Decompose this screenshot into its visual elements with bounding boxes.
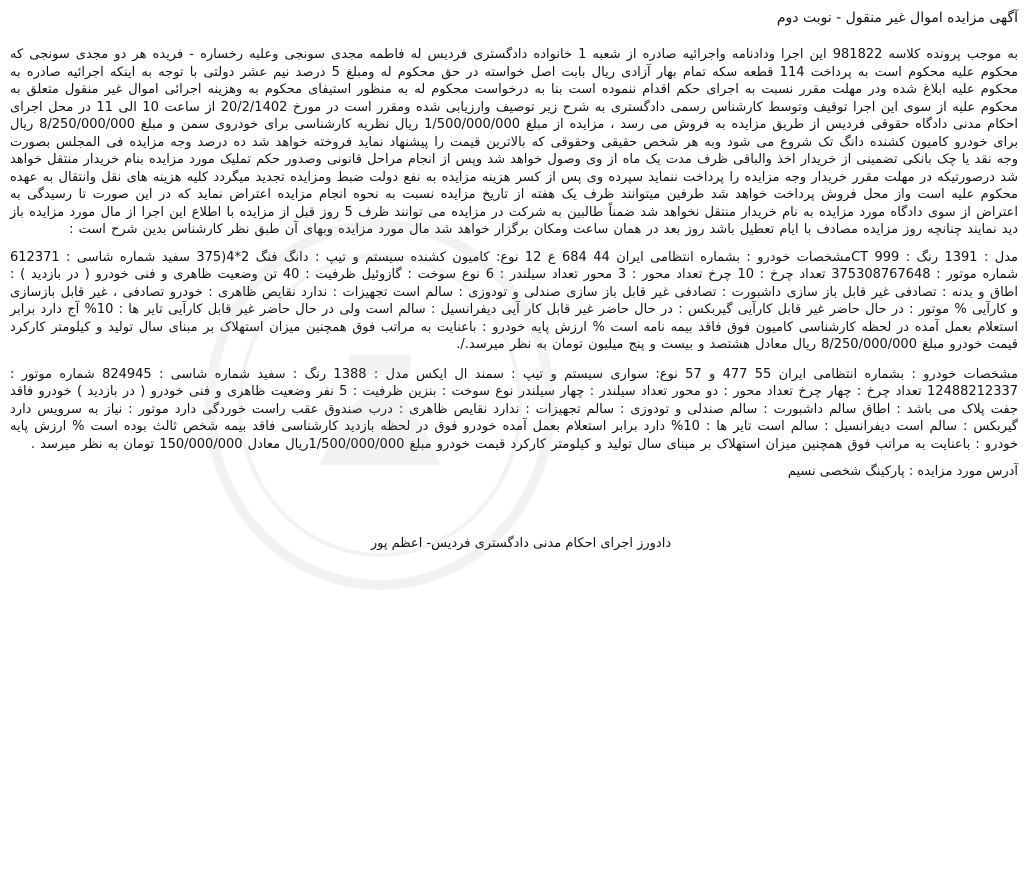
auction-address: آدرس مورد مزایده : پارکینگ شخصی نسیم [787, 464, 1018, 479]
signature: دادورز اجرای احکام مدنی دادگستری فردیس- اعظم پور [370, 536, 672, 551]
vehicle-2-specs: مشخصات خودرو : بشماره انتظامی ایران 55 477 و 57 نوع: سواری سیستم و تیپ : سمند ال ایکس مدل : 1388 رنگ : سفید شماره شاسی : 824945 شماره موتور : 12488212337 تعداد چرخ : چهار چرخ تعداد محور : دو محور تعداد سیلندر : چهار سیلندر نوع سوخت : بنزین ظرفیت : 5 نفر وضعیت ظاهری و فنی خودرو ( در بازدید ) خودرو فاقد جفت پلاک می باشد : اطاق سالم داشبورت : سالم صندلی و تودوزی : سالم تجهیزات : ندارد نقایص ظاهری : درب صندوق عقب راست خوردگی دارد موتور : نیاز به سرویس دارد گیربکس : سالم است دیفرانسیل : سالم است تایر ها : 10% دارد برابر استعلام بعمل آمده خودرو فوق در لحظه بازدید کارشناسی فاقد بیمه شخص ثالث بوده است % ارزش پایه خودرو : باعنایت به مراتب فوق همچنین میزان استهلاک بر مبنای سال تولید و کیلومتر کارکرد قیمت خودرو مبلغ 1/500/000/000ریال معادل 150/000/000 تومان به نظر میرسد . [10, 366, 1019, 452]
main-paragraph: به موجب پرونده کلاسه 981822 این اجرا ودادنامه واجرائیه صادره از شعبه 1 خانواده دادگستری فردیس له فاطمه مجدی سونجی وعلیه رخساره - فریده هر دو مجدی سونجی که محکوم علیه محکوم است به پرداخت 114 قطعه سکه تمام بهار آزادی ریال بابت اصل خواسته در حق محکوم له ومبلغ 5 درصد نیم عشر دولتی با توجه به اینکه اجرائیه صادره به محکوم علیه ابلاغ شده ودر مهلت مقرر نسبت به اجرای حکم اقدام ننموده است بنا به درخواست محکوم له به منظور استیفای محکوم به وهزینه اجرائی اموال غیر منقول متعلق به محکوم علیه از سوی این اجرا توقیف وتوسط کارشناس رسمی دادگستری به شرح زیر توصیف وارزیابی شده ومقرر است در مورخ 20/2/1402 از ساعت 10 الی 11 در محل اجرای احکام مدنی دادگاه حقوقی فردیس از طریق مزایده به فروش می رسد ، مزایده از مبلغ 1/500/000/000 ریال نظریه کارشناسی برای خودروی سمن و مبلغ 8/250/000/000 ریال برای خودرو کامیون کشنده دانگ تک شروع می شود وبه هر شخص حقیقی وحقوقی که بالاترین قیمت را پیشنهاد نماید فروخته خواهد شد ده درصد وجه مزایده فی المجلس بصورت وجه نقد یا چک بانکی تضمینی از خریدار اخذ والباقی ظرف مدت یک ماه از وی وصول خواهد شد وپس از انجام مراحل قانونی وصدور حکم تملیک مورد مزایده بنام خریدار منتقل خواهد شد درصورتیکه در مهلت مقرر خریدار وجه مزایده را پرداخت ننماید سپرده وی پس از کسر هزینه مزایده به نفع دولت ضبط ومزایده تجدید میگردد کلیه هزینه های نقل وانتقال به عهده محکوم علیه است واز محل فروش پرداخت خواهد شد طرفین میتوانند ظرف یک هفته از تاریخ مزایده نسبت به نحوه انجام مزایده اعتراض نماید که در این صورت تا رسیدگی به اعتراض از سوی دادگاه مورد مزایده به نام خریدار منتقل نخواهد شد ضمناً طالبین به شرکت در مزایده می توانند ظرف 5 روز قبل از مزایده با اطلاع این اجرا از مال مورد مزایده باز دید نمایند چنانچه روز مزایده مصادف با ایام تعطیل باشد روز بعد در همان ساعت ومکان برگزار خواهد شد مال مورد مزایده وبهای آن طبق نظر کارشناس بدین شرح است : [10, 47, 1019, 237]
vehicle-1-specs: مدل : 1391 رنگ : CT 999مشخصات خودرو : بشماره انتظامی ایران 44 684 ع 12 نوع: کامیون کشنده سیستم و تیپ : دانگ فنگ 2*4(375 سفید شماره شاسی : 612371 شماره موتور : 375308767648 تعداد چرخ : 10 چرخ تعداد محور : 3 محور تعداد سیلندر : 6 نوع سوخت : گازوئیل ظرفیت : 40 تن وضعیت ظاهری و فنی خودرو ( در بازدید ) : اطاق و بدنه : تصادفی غیر قابل باز سازی داشبورت : تصادفی غیر قابل باز سازی صندلی و تودوزی : سالم است تجهیزات : ندارد نقایص ظاهری : خودرو تصادفی ، غیر قابل بازسازی و کارآیی % موتور : در حال حاضر غیر قابل کارآیی گیربکس : در حال حاضر غیر قابل کار آیی دیفرانسیل : سالم است ولی در حال حاضر غیر قابل کارآیی تایر ها : 10% آج دارد برابر استعلام بعمل آمده در لحظه کارشناسی کامیون فوق فاقد بیمه نامه است % ارزش پایه خودرو : باعنایت به مراتب فوق همچنین میزان استهلاک بر مبنای سال تولید و کیلومتر کارکرد قیمت خودرو مبلغ 8/250/000/000 ریال معادل هشتصد و بیست و پنج میلیون تومان به نظر میرسد./. [10, 249, 1018, 352]
notice-title: آگهی مزایده اموال غیر منقول - نوبت دوم [776, 10, 1018, 26]
